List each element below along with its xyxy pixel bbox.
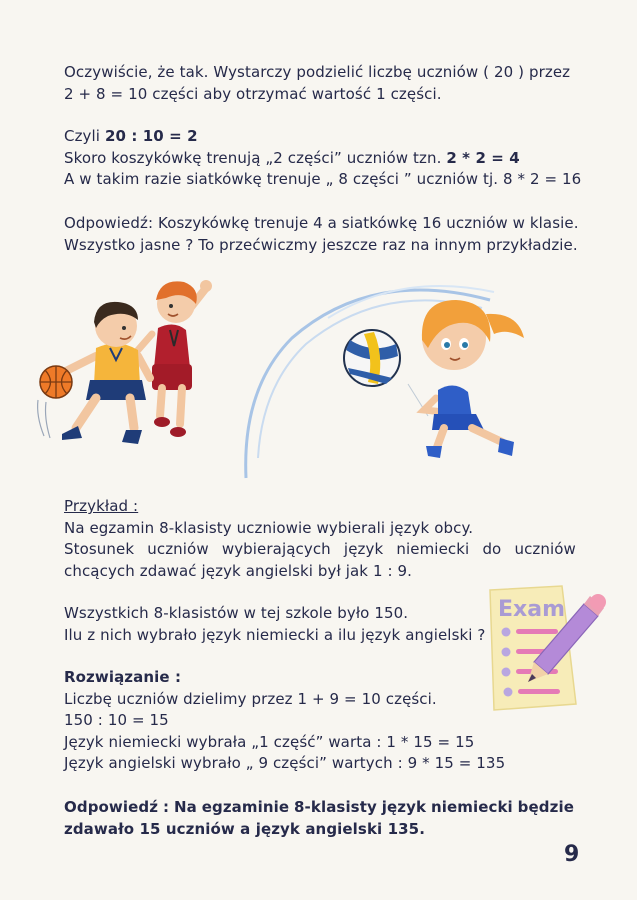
final-word: Na [173, 798, 197, 816]
final-answer [64, 797, 574, 840]
intro-line-2: 2 + 8 = 10 części aby otrzymać wartość 1 części. [64, 84, 442, 103]
final-answer-line-2: zdawało 15 uczniów a język angielski 135. [64, 819, 426, 838]
awtakim-line: A w takim razie siatkówkę trenuje „ 8 części ” uczniów tj. 8 * 2 = 16 [64, 170, 582, 188]
final-word: język [381, 798, 427, 816]
skoro-expression: 2 * 2 = 4 [446, 148, 520, 167]
czyli-line [64, 126, 576, 148]
example-word: uczniów [147, 540, 209, 558]
final-word: 8-klasisty [294, 798, 377, 816]
solution-section [64, 667, 576, 775]
solution-line-3: Język niemiecki wybrała „1 część” warta : 1 * 15 = 15 [64, 732, 475, 751]
example-line-4: Wszystkich 8-klasistów w tej szkole było 150. [64, 604, 409, 622]
example-heading: Przykład : [64, 497, 139, 515]
final-word: będzie [517, 798, 574, 816]
example-word: niemiecki [396, 540, 470, 558]
basketball-icon [38, 366, 72, 438]
red-jersey-boy [138, 280, 212, 437]
final-answer-line-1 [64, 797, 574, 819]
czyli-expression: 20 : 10 = 2 [104, 127, 198, 145]
example-line-5: Ilu z nich wybrało język niemiecki a ilu język angielski ? [64, 625, 486, 644]
final-word: Odpowiedź [64, 798, 159, 816]
yellow-jersey-boy [62, 302, 150, 444]
final-word: : [162, 798, 170, 816]
skoro-text: Skoro koszykówkę trenują „2 części” uczniów tzn. [64, 148, 447, 167]
example-word: uczniów [514, 540, 576, 558]
calculation-paragraph [64, 126, 582, 191]
example-line-1: Na egzamin 8-klasisty uczniowie wybierali język obcy. [64, 518, 474, 537]
solution-line-4: Język angielski wybrało „ 9 części” wartych : 9 * 15 = 135 [64, 754, 506, 772]
example-line-2 [64, 539, 576, 561]
volleyball-icon [344, 330, 400, 386]
example-word: wybierających [221, 540, 331, 558]
basketball-players-illustration [34, 276, 219, 451]
solution-line-1: Liczbę uczniów dzielimy przez 1 + 9 = 10 części. [64, 689, 437, 708]
solution-heading: Rozwiązanie : [64, 668, 182, 686]
intro-line-1: Oczywiście, że tak. Wystarczy podzielić liczbę uczniów ( 20 ) przez [64, 63, 571, 81]
page-number: 9 [564, 842, 580, 867]
czyli-label: Czyli [64, 127, 105, 145]
skoro-line [64, 148, 576, 170]
final-word: egzaminie [201, 798, 290, 816]
example-section [64, 496, 576, 582]
example-line-3: chcących zdawać język angielski był jak 1 : 9. [64, 561, 413, 580]
intro-paragraph [64, 62, 576, 105]
volleyball-girl [408, 300, 524, 458]
answer-line-2: Wszystko jasne ? To przećwiczmy jeszcze raz na innym przykładzie. [64, 235, 578, 254]
answer-line-1: Odpowiedź: Koszykówkę trenuje 4 a siatkówkę 16 uczniów w klasie. [64, 214, 579, 232]
volleyball-girl-illustration [232, 278, 532, 488]
example-word: język [343, 540, 384, 558]
final-word: niemiecki [430, 798, 513, 816]
example-word: Stosunek [64, 540, 135, 558]
exam-label: Exam [498, 597, 565, 622]
example-word: do [482, 540, 502, 558]
answer-paragraph [64, 213, 579, 256]
solution-line-2: 150 : 10 = 15 [64, 711, 169, 729]
